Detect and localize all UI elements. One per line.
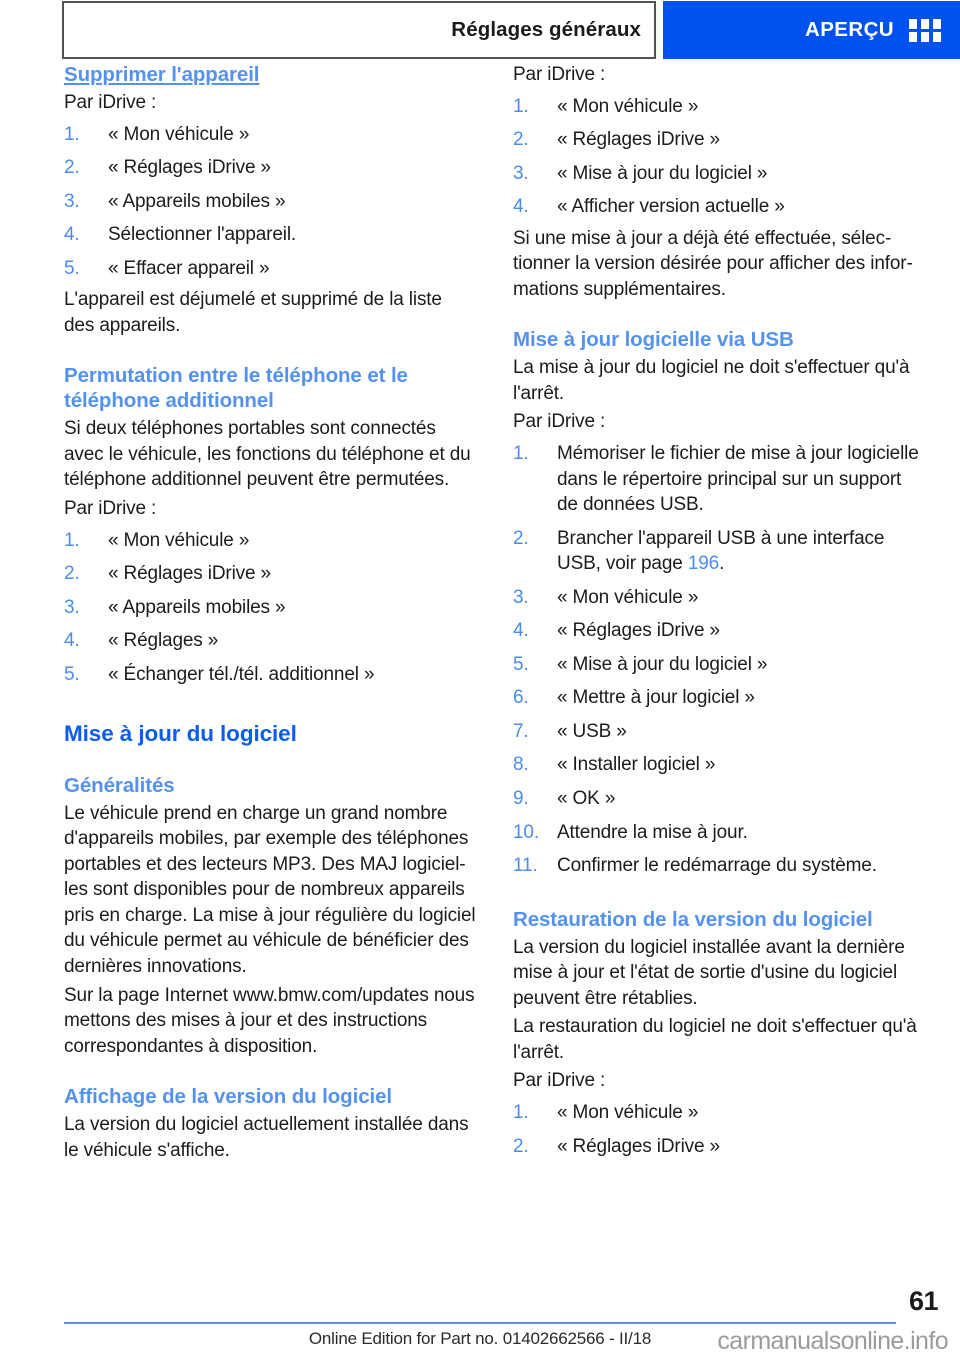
list-number: 5.: [64, 257, 80, 279]
list-number: 9.: [513, 788, 529, 810]
list-item: [513, 194, 925, 220]
list-text: « Réglages »: [108, 630, 219, 652]
list-text: « Mon véhicule »: [108, 123, 250, 145]
step-list-permutation: [64, 528, 476, 688]
list-text: « Mise à jour du logiciel »: [557, 162, 768, 184]
step-list-afficher-version: [513, 94, 925, 220]
list-number: 1.: [64, 123, 80, 145]
list-text: « Échanger tél./tél. additionnel »: [108, 663, 375, 685]
paragraph-permutation-body: Si deux téléphones portables sont connectés avec le véhicule, les fonctions du téléphone et du téléphone additionnel peuvent être permutées.: [64, 418, 471, 491]
list-text: « Réglages iDrive »: [557, 129, 720, 151]
spacer: [64, 693, 476, 720]
list-item: [513, 585, 925, 611]
paragraph-affichage-version: La version du logiciel actuellement installée dans le véhicule s'affiche.: [64, 1114, 469, 1161]
heading-mise-a-jour-du-logiciel: Mise à jour du logiciel: [64, 721, 297, 747]
intro-par-idrive-3: Par iDrive :: [513, 64, 606, 85]
list-text: « Appareils mobiles »: [108, 190, 286, 212]
list-text: Mémoriser le fichier de mise à jour logicielle dans le répertoire principal sur un support de données USB.: [557, 443, 919, 516]
list-number: 2.: [513, 527, 529, 549]
list-item: [513, 853, 925, 879]
left-column: [64, 62, 476, 1166]
footer-edition-note: Online Edition for Part no. 01402662566 - II/18: [308, 1329, 652, 1348]
heading-restauration-version-logiciel: Restauration de la version du logiciel: [513, 907, 873, 931]
list-item: [513, 719, 925, 745]
list-item: [513, 786, 925, 812]
section-banner-label: APERÇU: [805, 18, 894, 41]
breadcrumb: [62, 1, 656, 59]
list-number: 2.: [64, 563, 80, 585]
list-number: 3.: [64, 190, 80, 212]
list-number: 8.: [513, 754, 529, 776]
list-number: 4.: [513, 620, 529, 642]
paragraph-restauration-2: La restauration du logiciel ne doit s'effectuer qu'à l'arrêt.: [513, 1016, 917, 1063]
list-number: 7.: [513, 720, 529, 742]
list-number: 10.: [513, 821, 539, 843]
list-item: [513, 685, 925, 711]
step-list-restauration: [513, 1100, 925, 1159]
list-text: « Effacer appareil »: [108, 257, 270, 279]
paragraph-apres-suppression: L'appareil est déjumelé et supprimé de la liste des appareils.: [64, 289, 442, 336]
list-item: [513, 1134, 925, 1160]
page-number: 61: [908, 1286, 938, 1316]
list-number: 4.: [64, 224, 80, 246]
list-text-tail: .: [719, 553, 725, 575]
list-text: « Mon véhicule »: [557, 586, 699, 608]
list-text: « Mon véhicule »: [557, 1101, 699, 1123]
page-crossref-196[interactable]: 196: [687, 553, 720, 575]
breadcrumb-label: Réglages généraux: [451, 18, 641, 41]
list-text: « Réglages iDrive »: [557, 620, 720, 642]
list-text: « OK »: [557, 788, 616, 810]
list-text: « Réglages iDrive »: [557, 1135, 720, 1157]
right-column: [513, 62, 925, 1165]
list-text: « Réglages iDrive »: [108, 157, 271, 179]
list-text: « Mon véhicule »: [108, 529, 250, 551]
list-item: [64, 561, 476, 587]
watermark: carmanualsonline.info: [717, 1327, 948, 1355]
list-text: Confirmer le redémarrage du système.: [557, 855, 877, 877]
list-number: 3.: [64, 596, 80, 618]
list-text: « USB »: [557, 720, 627, 742]
list-number: 1.: [513, 443, 529, 465]
step-list-supprimer-lappareil: [64, 122, 476, 282]
list-number: 1.: [513, 1101, 529, 1123]
page-footer: [0, 1277, 960, 1362]
list-number: 4.: [64, 630, 80, 652]
intro-par-idrive-5: Par iDrive :: [513, 1070, 606, 1092]
list-item: [64, 122, 476, 148]
list-text: Attendre la mise à jour.: [557, 821, 748, 843]
list-item: [513, 127, 925, 153]
intro-par-idrive-4: Par iDrive :: [513, 411, 606, 433]
grid-icon: [909, 19, 941, 42]
intro-par-idrive-1: Par iDrive :: [64, 92, 157, 113]
list-item: [64, 189, 476, 215]
list-number: 5.: [513, 653, 529, 675]
list-item: [64, 628, 476, 654]
page-header: [0, 0, 960, 62]
list-item: [513, 441, 925, 518]
list-number: 11.: [513, 855, 538, 877]
list-item: [513, 820, 925, 846]
heading-affichage-version-logiciel: Affichage de la version du logiciel: [64, 1085, 392, 1109]
paragraph-generalites-1: Le véhicule prend en charge un grand nombre d'appareils mobiles, par exemple des téléphones portables et des lecteurs MP3. Des MAJ logicielles sont disponibles pour de nombreux appareils pris en charge. La mise à jour régulière du logiciel du véhicule permet au véhicule de bénéficier des dernières innovations.: [64, 802, 476, 978]
paragraph-restauration-1: La version du logiciel installée avant la dernière mise à jour et l'état de sortie d'usine du logiciel peuvent être rétablies.: [513, 936, 905, 1009]
list-text: « Installer logiciel »: [557, 754, 716, 776]
list-item: [64, 595, 476, 621]
paragraph-usb-arret: La mise à jour du logiciel ne doit s'effectuer qu'à l'arrêt.: [513, 357, 910, 404]
list-item: [513, 94, 925, 120]
section-banner: [663, 1, 960, 59]
paragraph-apres-maj-effectuee: Si une mise à jour a déjà été effectuée, sélectionner la version désirée pour afficher des informations supplémentaires.: [513, 227, 913, 300]
list-item: [513, 652, 925, 678]
list-number: 5.: [64, 663, 80, 685]
list-number: 6.: [513, 687, 529, 709]
list-item: [64, 662, 476, 688]
heading-generalites: Généralités: [64, 773, 175, 797]
list-item: [64, 155, 476, 181]
list-number: 1.: [513, 95, 529, 117]
list-text: « Réglages iDrive »: [108, 563, 271, 585]
list-item: [513, 161, 925, 187]
paragraph-generalites-2: Sur la page Internet www.bmw.com/updates nous mettons des mises à jour et des instructions correspondantes à disposition.: [64, 984, 475, 1057]
list-item: [64, 528, 476, 554]
list-number: 3.: [513, 162, 529, 184]
spacer: [64, 341, 476, 363]
list-item: [64, 222, 476, 248]
list-item: [513, 1100, 925, 1126]
list-item: [513, 618, 925, 644]
heading-supprimer-lappareil[interactable]: Supprimer l'appareil: [64, 63, 260, 86]
list-item: [513, 752, 925, 778]
list-number: 4.: [513, 196, 529, 218]
heading-permutation-telephone: Permutation entre le téléphone et le téléphone additionnel: [64, 364, 408, 413]
heading-mise-a-jour-via-usb: Mise à jour logicielle via USB: [513, 328, 794, 352]
list-number: 1.: [64, 529, 80, 551]
spacer: [64, 751, 476, 773]
list-text: « Mise à jour du logiciel »: [557, 653, 768, 675]
list-text: Sélectionner l'appareil.: [108, 224, 297, 246]
intro-par-idrive-2: Par iDrive :: [64, 498, 157, 520]
list-item: [513, 526, 925, 577]
list-item: [64, 256, 476, 282]
spacer: [64, 1062, 476, 1084]
list-text: « Mettre à jour logiciel »: [557, 687, 755, 709]
list-text: « Afficher version actuelle »: [557, 196, 785, 218]
step-list-mise-a-jour-usb: [513, 441, 925, 879]
spacer: [513, 305, 925, 327]
list-number: 2.: [64, 157, 80, 179]
list-text: Brancher l'appareil USB à une interface USB, voir page: [557, 527, 885, 575]
footer-divider: [64, 1322, 896, 1324]
list-number: 2.: [513, 1135, 529, 1157]
spacer: [513, 885, 925, 907]
list-text: « Mon véhicule »: [557, 95, 699, 117]
list-text: « Appareils mobiles »: [108, 596, 286, 618]
page-content: [0, 62, 960, 1277]
list-number: 2.: [513, 129, 529, 151]
list-number: 3.: [513, 586, 529, 608]
